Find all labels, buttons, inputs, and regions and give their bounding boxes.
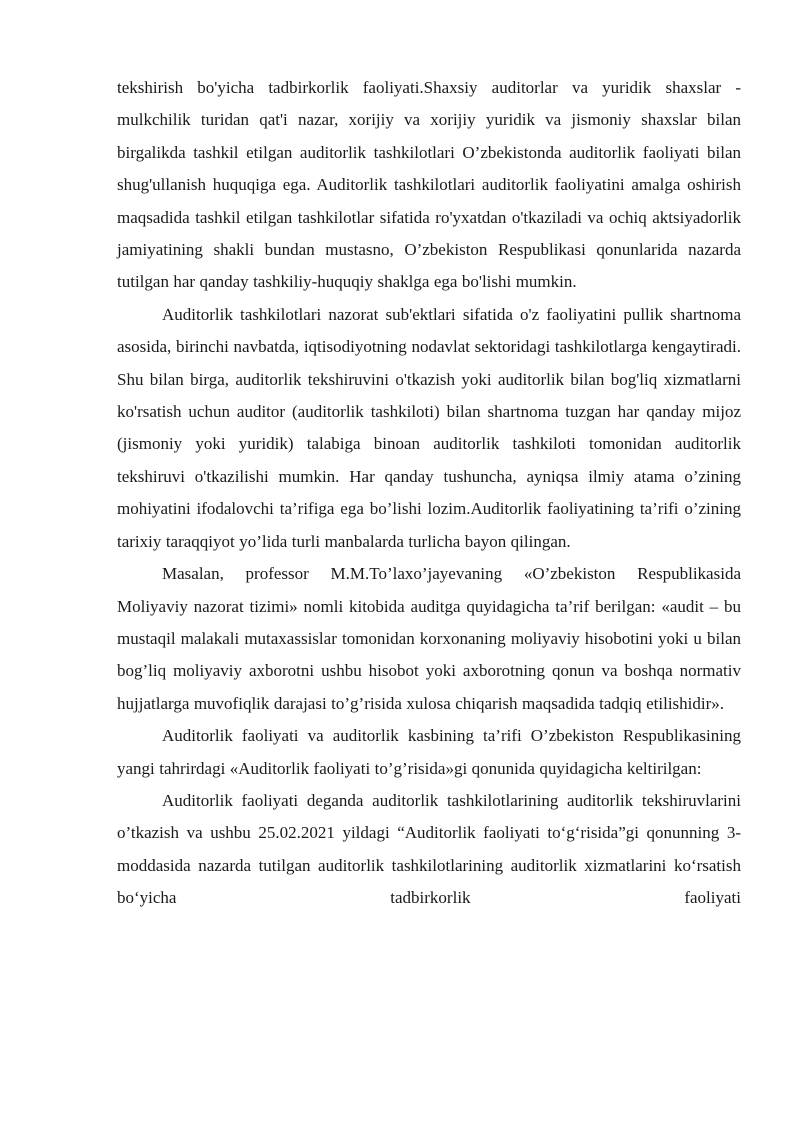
paragraph-law-definition-intro: Auditorlik faoliyati va auditorlik kasbining ta’rifi O’zbekiston Respublikasining yangi tahrirdagi «Auditorlik faoliyati to’g’risida»gi qonunida quyidagicha keltirilgan: — [117, 726, 741, 778]
paragraph-professor-definition: Masalan, professor M.M.To’laxo’jayevaning «O’zbekiston Respublikasida Moliyaviy nazorat tizimi» nomli kitobida auditga quyidagicha ta’rif berilgan: «audit – bu mustaqil malakali mutaxassislar tomonidan korxonaning moliyaviy hisobotini yoki u bilan bog’liq moliyaviy axborotni ushbu hisobot yoki axborotning qonun va boshqa normativ hujjatlarga muvofiqlik darajasi to’g’risida xulosa chiqarish maqsadida tadqiq etilishidir». — [117, 564, 741, 713]
paragraph-audit-activity-definition: Auditorlik faoliyati deganda auditorlik tashkilotlarining auditorlik tekshiruvlarini o’tkazish va ushbu 25.02.2021 yildagi “Auditorlik faoliyati to‘g‘risida”gi qonunning 3-moddasida nazarda tutilgan auditorlik tashkilotlarining auditorlik xizmatlarini ko‘rsatish bo‘yicha tadbirkorlik faoliyati — [117, 790, 741, 908]
paragraph-continuation: tekshirish bo'yicha tadbirkorlik faoliyati.Shaxsiy auditorlar va yuridik shaxslar - mulkchilik turidan qat'i nazar, xorijiy va xorijiy yuridik va jismoniy shaxslar bilan birgalikda tashkil etilgan auditorlik tashkilotlari O’zbekistonda auditorlik faoliyati bilan shug'ullanish huquqiga ega. Auditorlik tashkilotlari auditorlik faoliyatini amalga oshirish maqsadida tashkil etilgan tashkilotlar sifatida ro'yxatdan o'tkaziladi va ochiq aktsiyadorlik jamiyatining shakli bundan mustasno, O’zbekiston Respublikasi qonunlarida nazarda tutilgan har qanday tashkiliy-huquqiy shaklga ega bo'lishi mumkin. — [117, 78, 741, 292]
paragraph-audit-organizations: Auditorlik tashkilotlari nazorat sub'ektlari sifatida o'z faoliyatini pullik shartnoma asosida, birinchi navbatda, iqtisodiyotning nodavlat sektoridagi tashkilotlarga kengaytiradi. Shu bilan birga, auditorlik tekshiruvini o'tkazish yoki auditorlik bilan bog'liq xizmatlarni ko'rsatish uchun auditor (auditorlik tashkiloti) bilan shartnoma tuzgan har qanday mijoz (jismoniy yoki yuridik) talabiga binoan auditorlik tashkiloti tomonidan auditorlik tekshiruvi o'tkazilishi mumkin. Har qanday tushuncha, ayniqsa ilmiy atama o’zining mohiyatini ifodalovchi ta’rifiga ega bo’lishi lozim.Auditorlik faoliyatining ta’rifi o’zining tarixiy taraqqiyot yo’lida turli manbalarda turlicha bayon qilingan. — [117, 304, 741, 551]
document-body — [117, 72, 741, 915]
